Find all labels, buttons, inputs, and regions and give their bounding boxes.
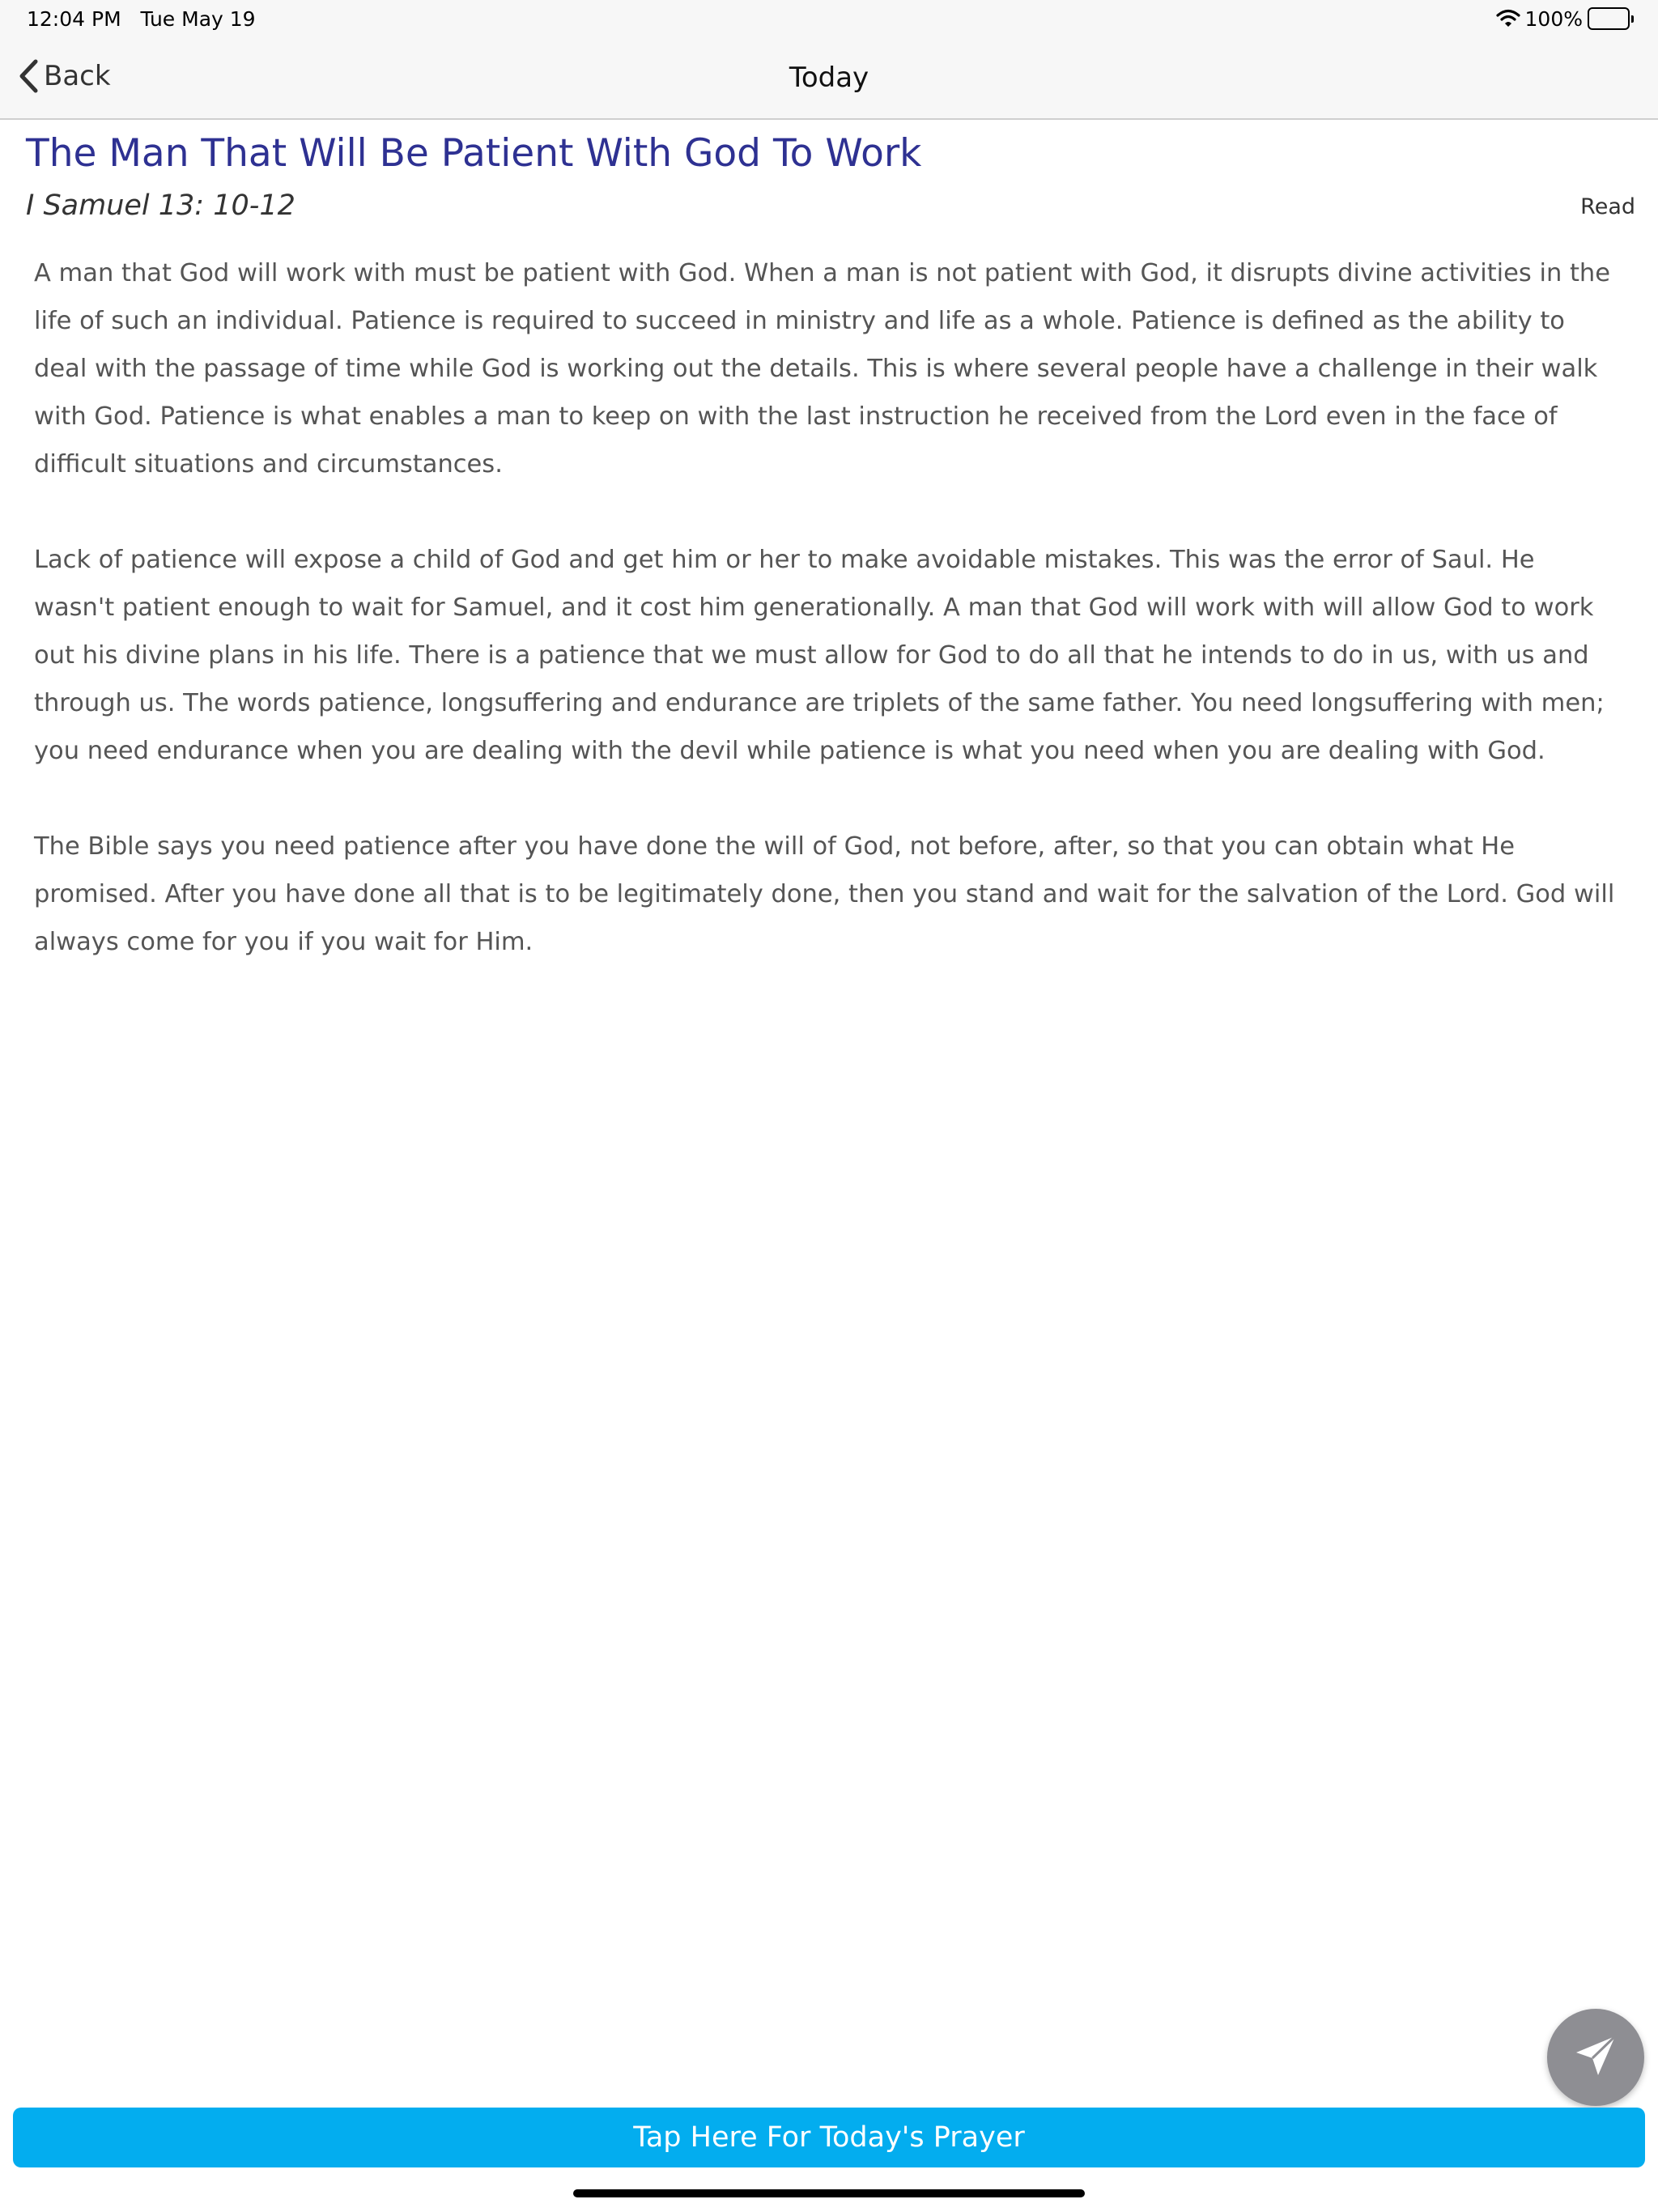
wifi-icon: [1496, 9, 1520, 28]
todays-prayer-button[interactable]: Tap Here For Today's Prayer: [13, 2108, 1645, 2167]
status-date-text: Tue May 19: [140, 7, 256, 31]
devotion-paragraph-3: The Bible says you need patience after you have done the will of God, not before, after, so that you can obtain what He promised. After you have done all that is to be legitimately done, then you stand and wait for the salvation of the Lord. God will always come for you if you wait for Him.: [34, 832, 1615, 956]
battery-icon: [1588, 7, 1634, 30]
devotion-body: [34, 249, 1621, 1014]
scripture-reference: I Samuel 13: 10-12: [26, 189, 295, 222]
devotion-paragraph-1: A man that God will work with must be patient with God. When a man is not patient with God, it disrupts divine activities in the life of such an individual. Patience is required to succeed in ministry and life as a whole. Patience is defined as the ability to deal with the passage of time while God is working out the details. This is where several people have a challenge in their walk with God. Patience is what enables a man to keep on with the last instruction he received from the Lord even in the face of difficult situations and circumstances.: [34, 259, 1611, 479]
share-button[interactable]: [1547, 2009, 1644, 2106]
paper-plane-icon: [1571, 2031, 1620, 2083]
devotion-paragraph-2: Lack of patience will expose a child of God and get him or her to make avoidable mistakes. This was the error of Saul. He wasn't patient enough to wait for Samuel, and it cost him generationally. A man that God will work with will allow God to work out his divine plans in his life. There is a patience that we must allow for God to do all that he intends to do in us, with us and through us. The words patience, longsuffering and endurance are triplets of the same father. You need longsuffering with men; you need endurance when you are dealing with the devil while patience is what you need when you are dealing with God.: [34, 546, 1605, 765]
status-indicators: [1496, 6, 1634, 31]
nav-title: Today: [789, 62, 869, 94]
read-scripture-link[interactable]: Read: [1580, 194, 1635, 219]
status-bar: [0, 0, 1658, 39]
navigation-bar: [0, 39, 1658, 120]
back-label: Back: [44, 60, 111, 92]
battery-percent: 100%: [1524, 6, 1583, 31]
home-indicator[interactable]: [573, 2189, 1085, 2197]
status-time-text: 12:04 PM: [27, 7, 121, 31]
devotion-title: The Man That Will Be Patient With God To Work: [26, 131, 922, 176]
status-time: [27, 7, 256, 31]
